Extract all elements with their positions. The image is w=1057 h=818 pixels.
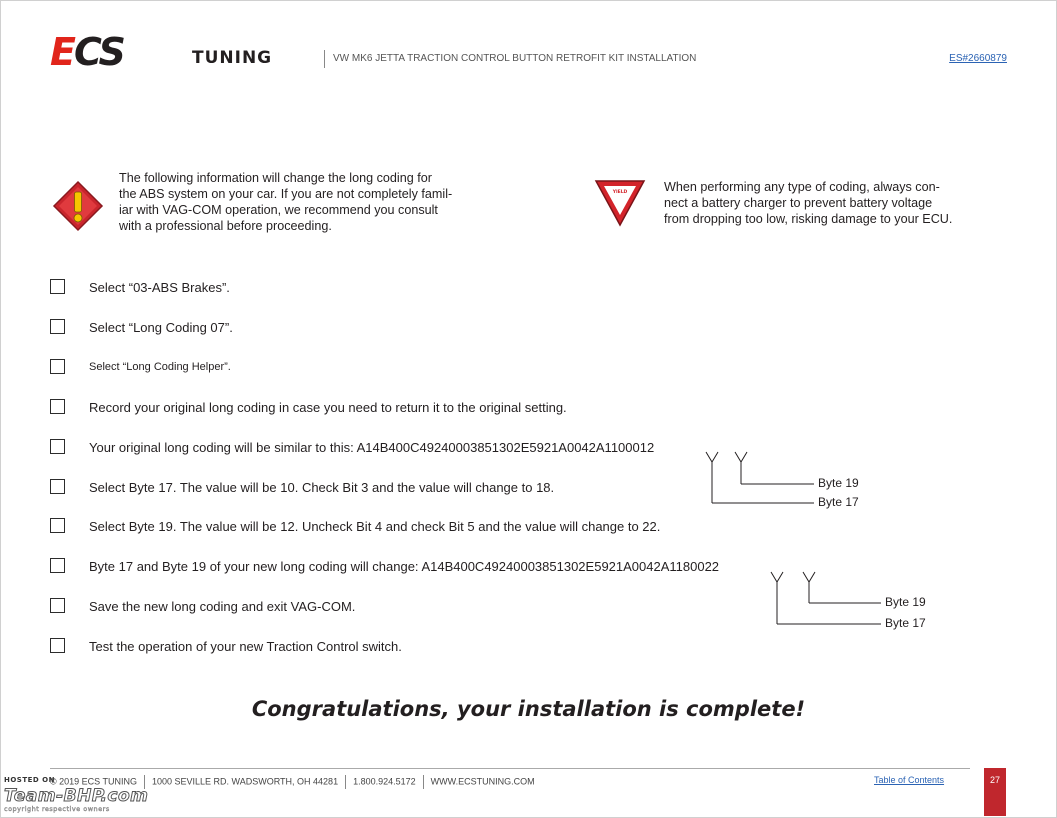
step-text: Select “03-ABS Brakes”. <box>89 280 230 295</box>
logo-tuning-word: TUNING <box>192 48 273 68</box>
yield-sign-icon <box>594 178 646 228</box>
ecs-tuning-logo <box>50 32 320 72</box>
step-checkbox[interactable] <box>50 279 65 294</box>
completion-message: Congratulations, your installation is complete! <box>251 697 806 721</box>
step-text: Test the operation of your new Traction Control switch. <box>89 639 402 654</box>
warning-line: the ABS system on your car. If you are not completely famil- <box>119 187 453 201</box>
part-number-link[interactable]: ES#2660879 <box>949 53 1007 64</box>
step-checkbox[interactable] <box>50 479 65 494</box>
watermark-copyright: copyright respective owners <box>4 805 110 813</box>
byte17-label-original: Byte 17 <box>818 495 859 509</box>
header-divider <box>324 50 325 68</box>
step-text: Select “Long Coding 07”. <box>89 320 233 335</box>
warning-icon <box>52 180 104 232</box>
byte19-label-new: Byte 19 <box>885 595 926 609</box>
step-checkbox[interactable] <box>50 359 65 374</box>
page-number: 27 <box>989 775 1000 785</box>
warning-line: The following information will change the long coding for <box>119 171 432 185</box>
note-line: When performing any type of coding, always con- <box>664 180 940 194</box>
warning-line: with a professional before proceeding. <box>119 219 332 233</box>
page-number-tab <box>984 768 1006 816</box>
step-checkbox[interactable] <box>50 638 65 653</box>
logo-cs-letters: CS <box>73 30 124 74</box>
step-text: Select Byte 19. The value will be 12. Uncheck Bit 4 and check Bit 5 and the value will change to 22. <box>89 519 661 534</box>
footer-website: WWW.ECSTUNING.COM <box>430 776 535 787</box>
footer-rule <box>50 768 970 769</box>
watermark-brand: Team-BHP.com <box>4 786 149 806</box>
byte17-label-new: Byte 17 <box>885 616 926 630</box>
logo-ecs-mark <box>50 32 124 72</box>
note-line: from dropping too low, risking damage to your ECU. <box>664 212 953 226</box>
watermark-hosted-label: HOSTED ON <box>4 776 55 784</box>
step-checkbox[interactable] <box>50 399 65 414</box>
battery-charger-note <box>664 179 1024 227</box>
step-checkbox[interactable] <box>50 558 65 573</box>
document-title: VW MK6 JETTA TRACTION CONTROL BUTTON RETROFIT KIT INSTALLATION <box>333 53 697 64</box>
step-text: Record your original long coding in case you need to return it to the original setting. <box>89 400 567 415</box>
team-bhp-watermark <box>4 776 164 816</box>
yield-sign-text: YIELD <box>612 190 628 195</box>
step-text: Save the new long coding and exit VAG-COM. <box>89 599 356 614</box>
footer-divider <box>423 775 424 789</box>
step-text: Byte 17 and Byte 19 of your new long coding will change: A14B400C49240003851302E5921A0042A1180022 <box>89 559 720 574</box>
footer-divider <box>345 775 346 789</box>
step-text: Your original long coding will be similar to this: A14B400C49240003851302E5921A0042A1100012 <box>89 440 655 455</box>
abs-coding-warning-text <box>119 170 539 234</box>
footer-copyright: © 2019 ECS TUNING <box>50 776 137 787</box>
footer-address: 1000 SEVILLE RD. WADSWORTH, OH 44281 <box>152 776 339 787</box>
step-text: Select Byte 17. The value will be 10. Check Bit 3 and the value will change to 18. <box>89 480 555 495</box>
warning-line: iar with VAG-COM operation, we recommend you consult <box>119 203 438 217</box>
note-line: nect a battery charger to prevent battery voltage <box>664 196 933 210</box>
byte19-label-original: Byte 19 <box>818 476 859 490</box>
step-checkbox[interactable] <box>50 518 65 533</box>
footer-phone: 1.800.924.5172 <box>353 776 416 787</box>
step-checkbox[interactable] <box>50 319 65 334</box>
logo-e-letter: E <box>50 30 74 74</box>
step-text: Select “Long Coding Helper”. <box>89 361 231 373</box>
step-checkbox[interactable] <box>50 598 65 613</box>
table-of-contents-link[interactable]: Table of Contents <box>874 775 945 785</box>
step-checkbox[interactable] <box>50 439 65 454</box>
